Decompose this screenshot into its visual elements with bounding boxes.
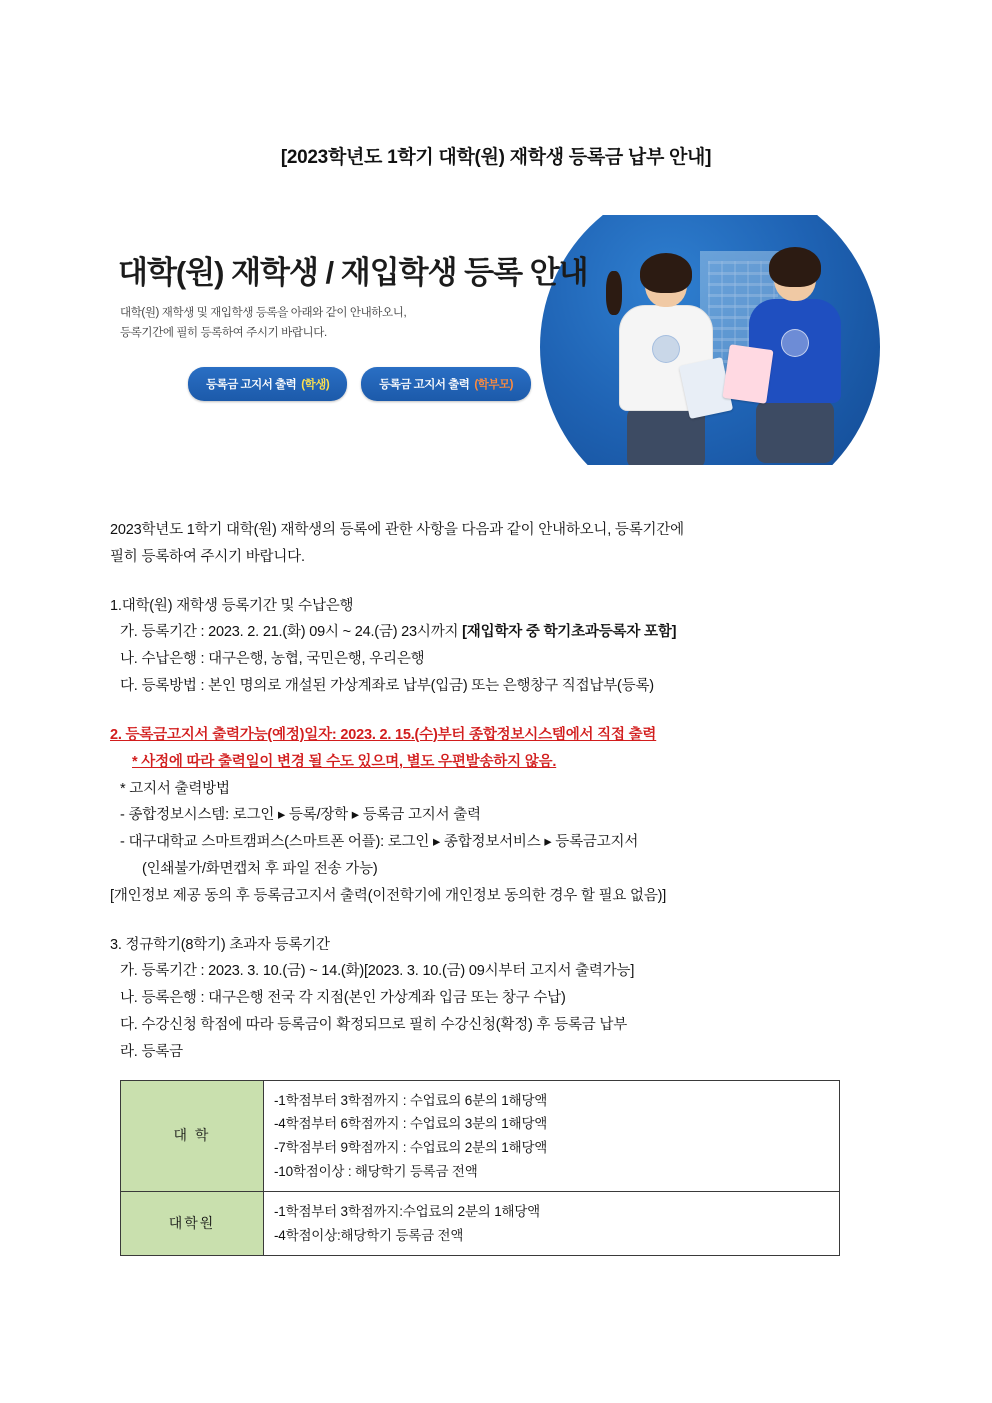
document-body [110,517,882,1256]
section-3 [110,932,882,1066]
section-2-how-item-1: - 종합정보시스템: 로그인 ▸ 등록/장학 ▸ 등록금 고지서 출력 [120,807,481,824]
banner-subtext [120,303,406,343]
registration-banner-image [110,215,882,465]
intro-line-2: 필히 등록하여 주시기 바랍니다. [110,548,305,565]
banner-subtext-line-2: 등록기간에 필히 등록하여 주시기 바랍니다. [120,327,327,340]
section-2-how-item-3: (인쇄불가/화면캡처 후 파일 전송 가능) [142,860,378,877]
fee-university-line-3: -7학점부터 9학점까지 : 수업료의 2분의 1해당액 [274,1139,548,1155]
page-title: [2023학년도 1학기 대학(원) 재학생 등록금 납부 안내] [280,147,712,168]
section-2-how-item-2: - 대구대학교 스마트캠퍼스(스마트폰 어플): 로그인 ▸ 종합정보서비스 ▸ 등록금고지서 [120,834,639,851]
section-2-title: 2. 등록금고지서 출력가능(예정)일자: 2023. 2. 15.(수)부터 종합정보시스템에서 직접 출력 [110,726,657,743]
fee-row-detail-graduate [264,1192,840,1256]
section-3-item-a: 가. 등록기간 : 2023. 3. 10.(금) ~ 14.(화)[2023. 3. 10.(금) 09시부터 고지서 출력가능] [120,963,635,980]
section-1-item-b: 나. 수납은행 : 대구은행, 농협, 국민은행, 우리은행 [120,651,425,668]
section-2-how-title: * 고지서 출력방법 [120,780,230,797]
section-1-item-a-note: [재입학자 중 학기초과등록자 포함] [462,624,677,641]
fee-university-line-2: -4학점부터 6학점까지 : 수업료의 3분의 1해당액 [274,1116,548,1132]
print-bill-parent-label: 등록금 고지서 출력 [379,379,470,391]
student-illustration-right [726,251,864,465]
print-bill-parent-tag: (학부모) [474,379,513,391]
fee-university-line-4: -10학점이상 : 해당학기 등록금 전액 [274,1163,478,1179]
tuition-fee-table [120,1080,840,1257]
section-3-item-c: 다. 수강신청 학점에 따라 등록금이 확정되므로 필히 수강신청(확정) 후 등록금 납부 [120,1017,627,1033]
section-3-item-d: 라. 등록금 [120,1043,183,1060]
banner-background [110,215,882,465]
section-1-item-c: 다. 등록방법 : 본인 명의로 개설된 가상계좌로 납부(입금) 또는 은행창구 직접납부(등록) [120,678,654,695]
intro-line-1: 2023학년도 1학기 대학(원) 재학생의 등록에 관한 사항을 다음과 같이 안내하오니, 등록기간에 [110,522,684,538]
fee-university-line-1: -1학점부터 3학점까지 : 수업료의 6분의 1해당액 [274,1092,548,1108]
section-1 [110,593,882,700]
table-row [121,1192,840,1256]
student-right-hair [769,247,821,287]
fee-graduate-line-1: -1학점부터 3학점까지:수업료의 2분의 1해당액 [274,1204,541,1220]
fee-row-category-university: 대 학 [121,1080,264,1192]
banner-subtext-line-1: 대학(원) 재학생 및 재입학생 등록을 아래와 같이 안내하오니, [120,307,407,319]
section-1-item-a [110,619,882,646]
student-left-hair-side [606,271,622,315]
section-3-item-b: 나. 등록은행 : 대구은행 전국 각 지점(본인 가상계좌 입금 또는 창구 수납) [120,990,566,1007]
student-illustration-left [600,257,732,465]
print-bill-student-tag: (학생) [301,379,330,391]
fee-row-detail-university [264,1080,840,1192]
section-3-title: 3. 정규학기(8학기) 초과자 등록기간 [110,936,330,953]
banner-heading: 대학(원) 재학생 / 재입학생 등록 안내 [118,255,588,290]
print-bill-student-button[interactable] [188,367,347,401]
fee-row-category-graduate: 대학원 [121,1192,264,1256]
student-right-badge [781,329,809,357]
print-bill-student-label: 등록금 고지서 출력 [206,379,297,391]
student-right-books [722,344,773,404]
section-2 [110,722,882,910]
student-left-hair [640,253,692,293]
intro-paragraph [110,517,882,571]
section-2-privacy-note: [개인정보 제공 동의 후 등록금고지서 출력(이전학기에 개인정보 동의한 경우 할 필요 없음)] [110,887,667,904]
section-1-item-a-text: 가. 등록기간 : 2023. 2. 21.(화) 09시 ~ 24.(금) 23시까지 [120,624,463,641]
student-right-legs [756,401,834,463]
print-bill-parent-button[interactable] [361,367,531,401]
banner-button-group [188,367,531,401]
section-2-note: * 사정에 따라 출력일이 변경 될 수도 있으며, 별도 우편발송하지 않음. [132,753,557,770]
section-1-title: 1.대학(원) 재학생 등록기간 및 수납은행 [110,597,354,614]
fee-graduate-line-2: -4학점이상:해당학기 등록금 전액 [274,1227,464,1243]
student-left-badge [652,335,680,363]
table-row [121,1080,840,1192]
